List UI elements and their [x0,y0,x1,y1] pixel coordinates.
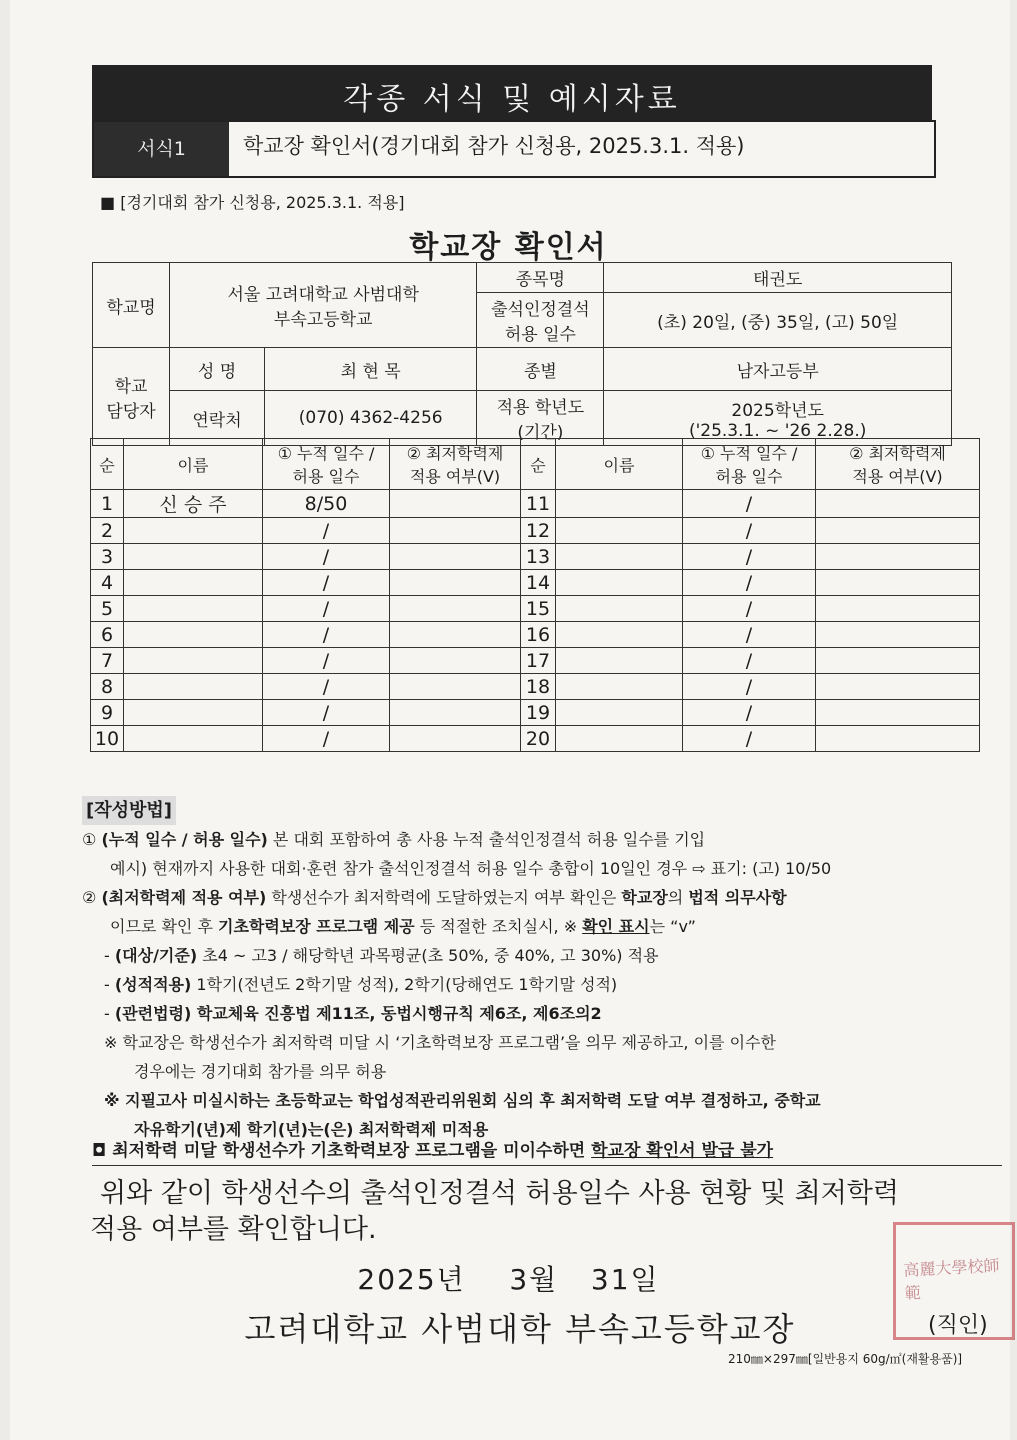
notice-text: 최저학력 미달 학생선수가 기초학력보장 프로그램을 미이수하면 [106,1141,592,1161]
student-table [90,438,980,752]
row-days: / [683,700,816,726]
subheading: ■ [경기대회 참가 신청용, 2025.3.1. 적용] [100,193,405,212]
guide-note1-line2: 경우에는 경기대회 참가를 의무 허용 [134,1062,387,1081]
table-row [91,674,980,700]
category-label: 종별 [477,348,604,391]
table-row [91,726,980,752]
row-name [556,648,683,674]
row-name [124,622,263,648]
row-name [556,726,683,752]
header-no-right: 순 [521,439,556,490]
seal-text: 高麗大學校師範 [903,1255,1000,1303]
row-no: 11 [521,490,556,518]
row-basic [816,622,980,648]
row-no: 10 [91,726,124,752]
row-basic [816,518,980,544]
row-days: / [263,596,390,622]
manager-label [93,348,170,446]
row-days: / [683,518,816,544]
row-name [556,570,683,596]
row-name [556,596,683,622]
row-days: / [683,648,816,674]
row-days: / [683,726,816,752]
issue-date: 2025년 3월 31일 [357,1263,660,1296]
name-label: 성 명 [170,348,265,391]
row-name [556,674,683,700]
row-name [124,674,263,700]
guide-item2-line2-e: 는 “v” [649,917,696,936]
row-days: / [263,570,390,596]
form-title-bar [92,120,936,178]
sport-value: 태권도 [604,263,952,293]
form-label: 서식1 [94,122,229,176]
row-no: 8 [91,674,124,700]
allowed-days-label-2: 허용 일수 [504,325,576,345]
name-value: 최 현 목 [265,348,477,391]
header-basic-left-2: 적용 여부(V) [409,467,501,486]
guide-item2-line2-d: 확인 표시 [582,917,650,936]
row-days: / [683,622,816,648]
school-name-line1: 서울 고려대학교 사범대학 [227,285,419,305]
allowed-days-value: (초) 20일, (중) 35일, (고) 50일 [604,293,952,348]
row-days: / [683,570,816,596]
row-no: 5 [91,596,124,622]
guide-item2-line2-c: 등 적절한 조치실시, ※ [414,917,583,936]
row-no: 16 [521,622,556,648]
row-days: 8/50 [263,490,390,518]
notice-line [92,1136,1002,1166]
info-table [92,262,952,446]
row-days: / [683,674,816,700]
row-no: 13 [521,544,556,570]
row-no: 7 [91,648,124,674]
seal-mark: (직인) [928,1313,988,1338]
row-basic [390,674,521,700]
row-name [556,490,683,518]
allowed-days-label [477,293,604,348]
contact-label: 연락처 [170,391,265,446]
contact-value: (070) 4362-4256 [265,391,477,446]
category-value: 남자고등부 [604,348,952,391]
writing-guide: [작성방법] ① (누적 일수 / 허용 일수) 본 대회 포함하여 총 사용 누적 출석인정결석 허용 일수를 기입 예시) 현재까지 사용한 대회·훈련 참가 출석인정결석 허용 일수 총합이 10일인 경우 ⇨ 표기: (고) 10/50 ② (최저학력제 적용 여부) 학생선수가 최저학력에 도달하였는지 여부 확인은 학교장의 법적 의무사항 이므로 확인 후 기초학력보장 프로그램 제공 등 적절한 조치실시, ※ 확인 표시는 “v” - (대상/기준) 초4 ~ 고3 / 해당학년 과목평균(초 50%, 중 40%, 고 30%) 적용 - (성적적용) 1학기(전년도 2학기말 성적), 2학기(당해연도 1학기말 성적) - (관련법령) 학교체육 진흥법 제11조, 동법시행규칙 제6조, 제6조의2 ※ 학교장은 학생선수가 최저학력 미달 시 ‘기초학력보장 프로그램’을 의무 제공하고, 이를 이수한 경우에는 경기대회 참가를 의무 허용 ※ 지필고사 미실시하는 초등학교는 학업성적관리위원회 심의 후 최저학력 도달 여부 결정하고, 중학교 자유학기(년)제 학기(년)는(은) 최저학력제 미적용 [82,796,987,1144]
table-row [91,490,980,518]
header-basic-left-1: ② 최저학력제 [406,444,504,463]
header-days-right [683,439,816,490]
banner-title: 각종 서식 및 예시자료 [92,65,932,137]
row-name [124,648,263,674]
row-name [556,622,683,648]
row-no: 17 [521,648,556,674]
row-basic [390,596,521,622]
header-basic-right [816,439,980,490]
row-name [124,544,263,570]
row-no: 9 [91,700,124,726]
confirmation-line2: 적용 여부를 확인합니다. [90,1214,377,1245]
table-row [91,570,980,596]
guide-title: [작성방법] [82,796,176,825]
table-row [91,700,980,726]
row-no: 4 [91,570,124,596]
row-basic [816,570,980,596]
row-no: 3 [91,544,124,570]
row-no: 19 [521,700,556,726]
guide-item1-number: ① [82,830,97,849]
guide-item2-line2-b: 기초학력보장 프로그램 제공 [218,917,415,936]
table-row [91,544,980,570]
row-basic [816,700,980,726]
row-name [556,700,683,726]
row-basic [390,700,521,726]
row-basic [816,648,980,674]
guide-item1-text: 본 대회 포함하여 총 사용 누적 출석인정결석 허용 일수를 기입 [267,830,706,849]
row-days: / [263,648,390,674]
row-basic [390,648,521,674]
guide-note2-line2: 자유학기(년)제 학기(년)는(은) 최저학력제 미적용 [134,1120,489,1139]
row-no: 1 [91,490,124,518]
form-title: 학교장 확인서(경기대회 참가 신청용, 2025.3.1. 적용) [243,134,745,158]
document-title: 학교장 확인서 [409,230,608,265]
row-days: / [683,596,816,622]
row-days: / [263,544,390,570]
guide-item2-bold-d: 법적 의무사항 [688,888,787,907]
row-name [124,726,263,752]
row-basic [390,544,521,570]
header-name-right: 이름 [556,439,683,490]
year-label-1: 적용 학년도 [496,398,585,418]
header-name-left: 이름 [124,439,263,490]
row-basic [390,622,521,648]
year-label-2: (기간) [517,423,564,443]
row-basic [816,596,980,622]
header-basic-left [390,439,521,490]
guide-note2-line1: ※ 지필고사 미실시하는 초등학교는 학업성적관리위원회 심의 후 최저학력 도달 여부 결정하고, 중학교 [104,1091,821,1110]
row-basic [390,726,521,752]
row-days: / [263,700,390,726]
year-value-1: 2025학년도 [731,400,824,421]
confirmation-line1: 위와 같이 학생선수의 출석인정결석 허용일수 사용 현황 및 최저학력 [100,1178,899,1209]
row-name [124,518,263,544]
row-basic [816,726,980,752]
row-basic [816,490,980,518]
table-row [91,518,980,544]
guide-item2-text-c: 의 [667,888,689,907]
row-no: 12 [521,518,556,544]
row-days: / [263,622,390,648]
notice-emphasis: 학교장 확인서 발급 불가 [591,1141,774,1161]
header-days-left-2: 허용 일수 [292,467,360,486]
row-days: / [263,726,390,752]
paper-spec: 210㎜×297㎜[일반용지 60g/㎡(재활용품)] [728,1352,963,1366]
signer-name: 고려대학교 사범대학 부속고등학교장 [244,1310,796,1348]
header-days-right-2: 허용 일수 [715,467,783,486]
manager-label-1: 학교 [114,376,148,397]
row-basic [390,518,521,544]
school-name-cell [170,263,477,348]
row-days: / [683,490,816,518]
guide-sub1-heading: (대상/기준) [114,946,198,965]
guide-sub2-heading: (성적적용) [114,975,192,994]
guide-sub1-text: 초4 ~ 고3 / 해당학년 과목평균(초 50%, 중 40%, 고 30%) 적용 [197,946,659,965]
guide-sub3-text: 학교체육 진흥법 제11조, 동법시행규칙 제6조, 제6조의2 [191,1004,602,1023]
table-row [91,622,980,648]
school-name-line2: 부속고등학교 [273,310,373,330]
confirmation-text [90,1176,990,1248]
guide-sub3-heading: (관련법령) [114,1004,192,1023]
guide-item1-heading: (누적 일수 / 허용 일수) [101,830,268,849]
guide-item2-line2-a: 이므로 확인 후 [110,917,218,936]
header-days-left [263,439,390,490]
row-basic [390,490,521,518]
header-basic-right-1: ② 최저학력제 [849,444,946,463]
sport-label: 종목명 [477,263,604,293]
row-name [124,596,263,622]
guide-item2-heading: (최저학력제 적용 여부) [101,888,267,907]
row-days: / [683,544,816,570]
manager-label-2: 담당자 [106,401,156,422]
row-days: / [263,518,390,544]
notice-box-icon: ◘ [92,1141,107,1161]
row-no: 6 [91,622,124,648]
row-name: 신 승 주 [124,490,263,518]
year-value-2: ('25.3.1. ~ '26 2.28.) [688,420,867,441]
row-no: 18 [521,674,556,700]
guide-sub2-text: 1학기(전년도 2학기말 성적), 2학기(당해연도 1학기말 성적) [191,975,618,994]
row-name [556,518,683,544]
row-name [124,570,263,596]
row-no: 2 [91,518,124,544]
row-basic [390,570,521,596]
school-label: 학교명 [93,263,170,348]
table-row [91,648,980,674]
guide-item2-text-a: 학생선수가 최저학력에 도달하였는지 여부 확인은 [266,888,622,907]
allowed-days-label-1: 출석인정결석 [491,300,590,320]
table-row [91,596,980,622]
header-days-right-1: ① 누적 일수 / [700,444,798,463]
row-name [124,700,263,726]
row-name [556,544,683,570]
row-no: 15 [521,596,556,622]
row-no: 20 [521,726,556,752]
guide-item2-number: ② [82,888,97,907]
row-basic [816,544,980,570]
header-basic-right-2: 적용 여부(V) [852,467,943,486]
guide-note1-line1: ※ 학교장은 학생선수가 최저학력 미달 시 ‘기초학력보장 프로그램’을 의무 제공하고, 이를 이수한 [104,1033,776,1052]
row-no: 14 [521,570,556,596]
row-days: / [263,674,390,700]
guide-item2-bold-b: 학교장 [621,888,668,907]
row-basic [816,674,980,700]
guide-item1-example: 예시) 현재까지 사용한 대회·훈련 참가 출석인정결석 허용 일수 총합이 10일인 경우 ⇨ 표기: (고) 10/50 [110,859,832,878]
header-no-left: 순 [91,439,124,490]
header-days-left-1: ① 누적 일수 / [277,444,375,463]
